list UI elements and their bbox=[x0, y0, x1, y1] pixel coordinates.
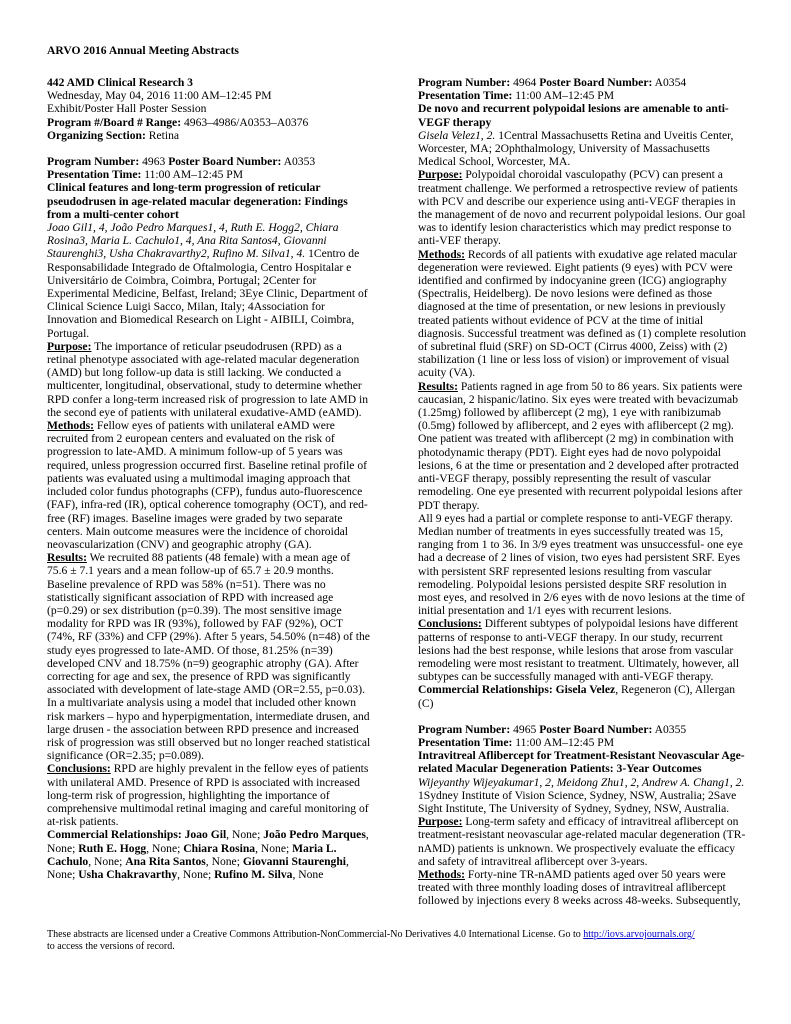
authors-affiliations bbox=[418, 776, 748, 816]
commercial-section: Commercial Relationships: Joao Gil, None; João Pedro Marques, None; Ruth E. Hogg, None; Chiara Rosina, None; Maria L. Cachulo, None; Ana Rita Santos, None; Giovanni Staurenghi, None; Usha Chakravarthy, None; Rufino M. Silva, None bbox=[47, 828, 369, 881]
right-column bbox=[418, 76, 748, 908]
authors: Joao Gil1, 4, João Pedro Marques1, 4, Ruth E. Hogg2, Chiara Rosina3, Maria L. Cachulo1, 4, Ana Rita Santos4, Giovanni Staurenghi3, Usha Chakravarthy2, Rufino M. Silva1, 4. bbox=[47, 221, 339, 261]
authors-affiliations bbox=[418, 129, 748, 169]
time-line: Presentation Time: 11:00 AM–12:45 PM bbox=[418, 89, 615, 103]
commercial-section: Commercial Relationships: Gisela Velez, Regeneron (C), Allergan (C) bbox=[418, 683, 736, 710]
program-line: Program Number: 4965 Poster Board Number: A0355 bbox=[418, 722, 687, 736]
session-range: Program #/Board # Range: 4963–4986/A0353–A0376 bbox=[47, 115, 309, 129]
purpose-section: Purpose: Polypoidal choroidal vasculopathy (PCV) can present a treatment challenge. We performed a retrospective review of patients with PCV and describe our experience using anti-VEGF therapies in the management of de novo and recurrent polypoidal lesions. Our goal was to identify lesion characteristics which may predict response to anti-VEF therapy. bbox=[418, 168, 746, 248]
authors: Gisela Velez1, 2. bbox=[418, 128, 496, 142]
affiliations: 1Central Massachusetts Retina and Uveitis Center, Worcester, MA; 2Ophthalmology, University of Massachusetts Medical School, Worcester, MA. bbox=[418, 128, 734, 169]
license-text-2: to access the versions of record. bbox=[47, 941, 175, 952]
affiliations: 1Centro de Responsabilidade Integrado de Oftalmologia, Centro Hospitalar e Universitário de Coimbra, Coimbra, Portugal; 2Center for Experimental Medicine, Belfast, Ireland; 3Eye Clinic, Department of Clinical Science Luigi Sacco, Milan, Italy; 4Association for Innovation and Biomedical Research on Light - AIBILI, Coimbra, Portugal. bbox=[47, 247, 368, 340]
left-column bbox=[47, 76, 373, 881]
results-continued: All 9 eyes had a partial or complete response to anti-VEGF therapy. Median number of treatments in eyes successfully treated was 15, ranging from 1 to 36. In 3/9 eyes treatment was unsuccessful- one eye had a decrease of 2 lines of vision, two eyes had persistent SRF. Eyes with persistent SRF represented lesions resulting from vascular remodeling. Polypoidal lesions persisted despite SRF resolution in most eyes, and resolved in 2/6 eyes with de novo lesions at the time of initial presentation and 1/1 eyes with recurrent lesions. bbox=[418, 511, 745, 618]
affiliations: 1Sydney Institute of Vision Science, Sydney, NSW, Australia; 2Save Sight Institute, The University of Sydney, Sydney, NSW, Australia. bbox=[418, 788, 737, 815]
conclusions-section: Conclusions: Different subtypes of polypoidal lesions have different patterns of response to anti-VEGF therapy. In our study, recurrent lesions had the best response, while lesions that arose from vascular remodeling were most resistant to treatment. Ultimately, however, all subtypes can be successfully managed with anti-VEGF therapy. bbox=[418, 617, 740, 684]
session-date: Wednesday, May 04, 2016 11:00 AM–12:45 PM bbox=[47, 89, 272, 103]
time-line: Presentation Time: 11:00 AM–12:45 PM bbox=[47, 168, 244, 182]
page-header: ARVO 2016 Annual Meeting Abstracts bbox=[47, 44, 239, 57]
session-venue: Exhibit/Poster Hall Poster Session bbox=[47, 102, 207, 116]
program-line: Program Number: 4964 Poster Board Number: A0354 bbox=[418, 76, 687, 89]
license-footer bbox=[47, 929, 747, 953]
abstract-title: De novo and recurrent polypoidal lesions are amenable to anti-VEGF therapy bbox=[418, 102, 729, 129]
abstract-4963 bbox=[47, 155, 373, 881]
methods-section: Methods: Fellow eyes of patients with unilateral eAMD were recruited from 2 european centers and evaluated on the risk of progression to late-AMD. A minimum follow-up of 5 years was required, unless progression occurred first. Baseline retinal profile of patients was evaluated using a multimodal imaging approach that included color fundus photographs (CFP), fundus auto-fluorescence (FAF), infra-red (IR), optical coherence tomography (OCT), and red-free (RF) images. Baseline images were graded by two separate centers. Main outcome measures were the incidence of choroidal neovascularization (CNV) and geographic atrophy (GA). bbox=[47, 419, 368, 551]
time-line: Presentation Time: 11:00 AM–12:45 PM bbox=[418, 735, 615, 749]
authors: Wijeyanthy Wijeyakumar1, 2, Meidong Zhu1, 2, Andrew A. Chang1, 2. bbox=[418, 775, 745, 789]
purpose-section: Purpose: The importance of reticular pseudodrusen (RPD) as a retinal phenotype associated with age-related macular degeneration (AMD) but long follow-up data is still lacking. We conducted a multicenter, longitudinal, observational, study to determine whether RPD confer a long-term increased risk of progression to late AMD in the second eye of patients with unilateral exudative-AMD (eAMD). bbox=[47, 339, 369, 419]
conclusions-section: Conclusions: RPD are highly prevalent in the fellow eyes of patients with unilateral AMD. Presence of RPD is associated with increased long-term risk of progression, highlighting the importance of comprehensive multimodal retinal imaging and careful monitoring of at-risk patients. bbox=[47, 762, 369, 829]
session-org: Organizing Section: Retina bbox=[47, 128, 180, 142]
program-line: Program Number: 4963 Poster Board Number: A0353 bbox=[47, 155, 316, 169]
purpose-section: Purpose: Long-term safety and efficacy of intravitreal aflibercept on treatment-resistant neovascular age-related macular degeneration (TR-nAMD) patients is unknown. We prospectively evaluate the efficacy and safety of intravitreal aflibercept over 3-years. bbox=[418, 815, 746, 868]
results-section: Results: We recruited 88 patients (48 female) with a mean age of 75.6 ± 7.1 years and a mean follow-up of 65.7 ± 20.9 months. Baseline prevalence of RPD was 58% (n=51). There was no statistically significant association of RPD with increased age (p=0.29) or sex distribution (p=0.39). The most sensitive image modality for RPD was IR (93%), followed by FAF (92%), OCT (74%, RF (33%) and CFP (29%). After 5 years, 54.50% (n=48) of the study eyes progressed to late-AMD. Of those, 81.25% (n=39) developed CNV and 18.75% (n=9) geographic atrophy (GA). After correcting for age and sex, the presence of RPD was significantly associated with development of late-stage AMD (OR=2.55, p=0.03). In a multivariate analysis using a model that included other known risk markers – hypo and hyperpigmentation, intermediate drusen, and large drusen - the association between RPD presence and increased risk of progression was still observed but no longer reached statistical significance (OR=2.35; p=0.089). bbox=[47, 551, 371, 763]
abstract-title: Clinical features and long-term progression of reticular pseudodrusen in age-related macular degeneration: Findings from a multi-center cohort bbox=[47, 181, 348, 221]
abstract-title: Intravitreal Aflibercept for Treatment-Resistant Neovascular Age-related Macular Degeneration Patients: 3-Year Outcomes bbox=[418, 749, 745, 776]
abstract-4964 bbox=[418, 76, 748, 710]
license-text: These abstracts are licensed under a Creative Commons Attribution-NonCommercial-No Derivatives 4.0 International License. Go to bbox=[47, 929, 581, 940]
session-title: 442 AMD Clinical Research 3 bbox=[47, 76, 193, 89]
session-info bbox=[47, 76, 373, 142]
authors-affiliations bbox=[47, 221, 373, 340]
abstract-4965 bbox=[418, 723, 748, 908]
methods-section: Methods: Records of all patients with exudative age related macular degeneration were reviewed. Eight patients (9 eyes) with PCV were identified and confirmed by indocyanine green (ICG) angiography (Spectralis, Heidelberg). De novo lesions were defined as those diagnosed at the time of presentation, or new lesions in previously treated patients without evidence of PCV at the time of initial diagnosis. Successful treatment was defined as (1) complete resolution of subretinal fluid (SRF) on SD-OCT (Cirrus 4000, Zeiss) with (2) stabilization (1 line or less loss of vision) or improvement of visual acuity (VA). bbox=[418, 247, 747, 380]
results-section: Results: Patients ragned in age from 50 to 86 years. Six patients were caucasian, 2 hispanic/latino. Six eyes were treated with bevacizumab (1.25mg) followed by aflibercept (2 mg), 1 eye with ranibizumab (0.5mg) followed by aflibercept, and 2 eyes with aflibercept (2 mg). One patient was treated with aflibercept (2 mg) in combination with photodynamic therapy (PDT). Eight eyes had de novo polypoidal lesions, 6 at the time or presentation and 2 developed after protracted anti-VEGF therapy, possibly representing the result of vascular remodeling. One eye presented with recurrent polypoidal lesions after PDT therapy. bbox=[418, 379, 743, 512]
methods-section: Methods: Forty-nine TR-nAMD patients aged over 50 years were treated with three monthly loading doses of intravitreal aflibercept followed by injections every 8 weeks across 48-weeks. Subsequently, bbox=[418, 867, 741, 908]
journal-link[interactable]: http://iovs.arvojournals.org/ bbox=[583, 929, 695, 940]
